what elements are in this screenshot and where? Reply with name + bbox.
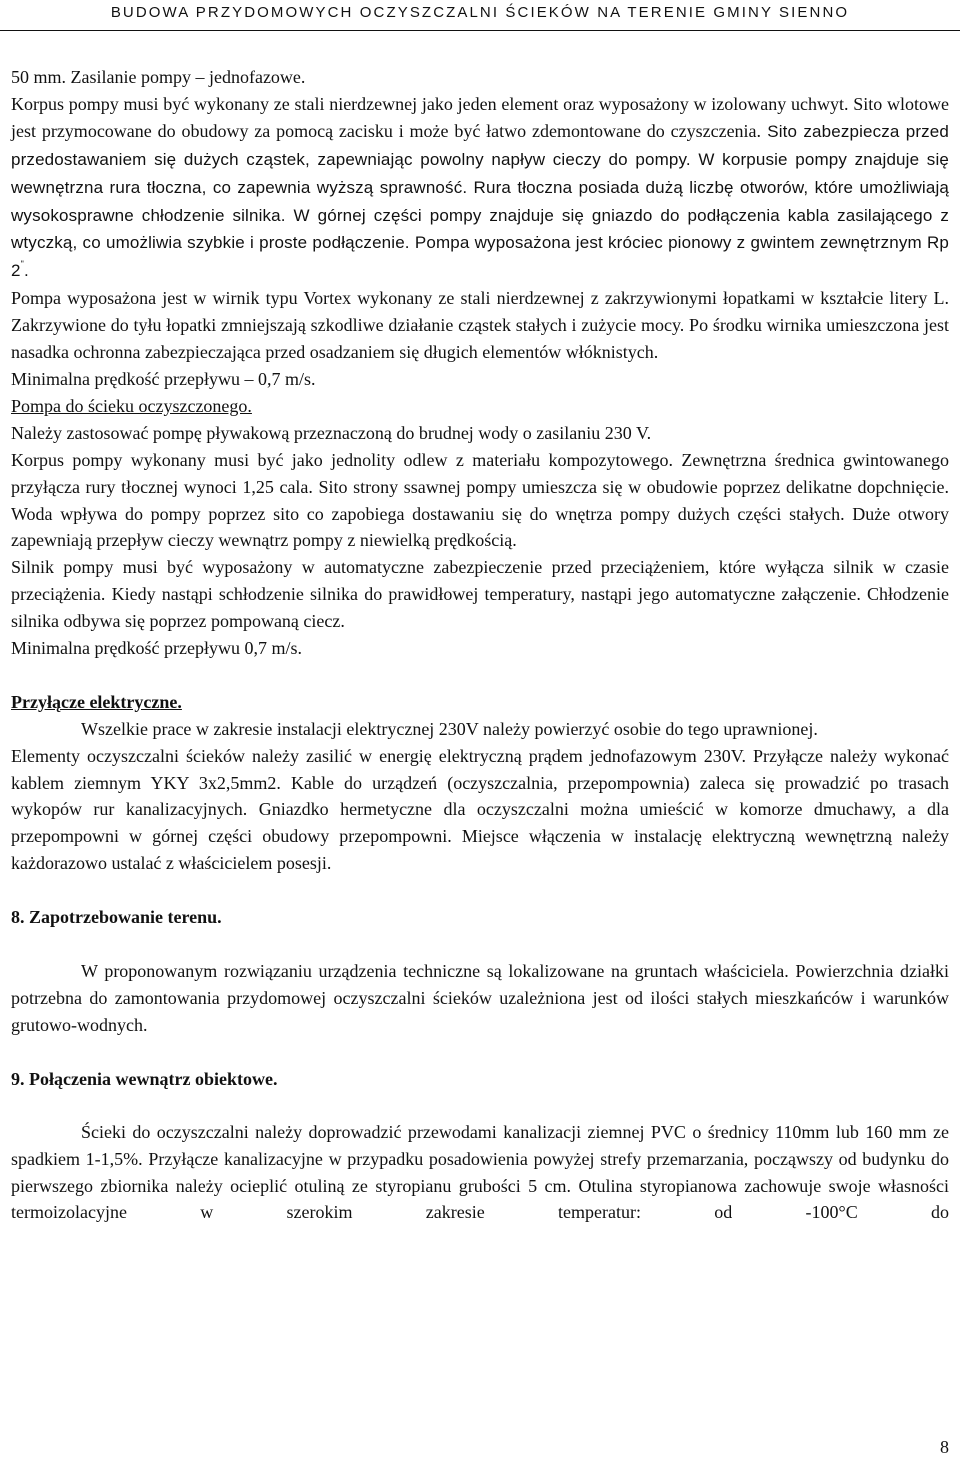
sieve-details-end: . [23, 261, 29, 281]
heading-section-9: 9. Połączenia wewnątrz obiektowe. [11, 1068, 278, 1089]
paragraph-electrical-supply: Elementy oczyszczalni ścieków należy zasilić w energię elektryczną prądem jednofazowym 230V. Przyłącze należy wykonać kablem ziemnym YKY 3x2,5mm2. Kable do urządzeń (oczyszczalnia, przepompownia) zaleca się prowadzić po trasach wykopów rur kanalizacyjnych. Gniazdko hermetyczne dla oczyszczalni można umieścić w komorze dmuchawy, a dla przepompowni w górnej części obudowy przepompowni. Miejsce włączenia w instalację elektryczną wewnętrzną należy każdorazowo ustalać z właścicielem posesji. [11, 745, 949, 874]
page-number: 8 [940, 1437, 949, 1457]
pump-body-text: Korpus pompy musi być wykonany ze stali nierdzewnej jako jeden element oraz wyposażony w izolowany uchwyt. [11, 93, 849, 114]
sieve-text: Sito wlotowe jest przymocowane do obudowy za pomocą zacisku i może być łatwo zdemontowane do czyszczenia. [11, 93, 949, 141]
spacer [11, 1039, 949, 1066]
paragraph-min-flow-2: Minimalna prędkość przepływu 0,7 m/s. [11, 638, 302, 659]
subheading-treated-pump: Pompa do ścieku oczyszczonego. [11, 395, 252, 416]
paragraph-motor-protection: Silnik pompy musi być wyposażony w automatyczne zabezpieczenie przed przeciążeniem, które wyłącza silnik w czasie przeciążenia. Kiedy nastąpi schłodzenie silnika do prawidłowej temperatury, nastąpi jego automatyczne załączenie. Chłodzenie silnika odbywa się poprzez pompowaną ciecz. [11, 557, 949, 632]
paragraph-power-supply: 50 mm. Zasilanie pompy – jednofazowe. [11, 67, 306, 87]
paragraph-pump-housing: Korpus pompy wykonany musi być jako jednolity odlew z materiału kompozytowego. Zewnętrzna średnica gwintowanego przyłącza rury tłocznej wynoci 1,25 cala. Sito strony ssawnej pompy umieszcza się w obudowie poprzez delikatne dopchnięcie. Woda wpływa do pompy poprzez sito co zapobiega dostawaniu się do wnętrza pompy dużych części stałych. Duże otwory zapewniają przepływ cieczy wewnątrz pompy z niewielką prędkością. [11, 449, 949, 551]
heading-section-8: 8. Zapotrzebowanie terenu. [11, 907, 222, 928]
running-header: BUDOWA PRZYDOMOWYCH OCZYSZCZALNI ŚCIEKÓW NA TERENIE GMINY SIENNO [110, 4, 850, 21]
paragraph-float-pump: Należy zastosować pompę pływakową przeznaczoną do brudnej wody o zasilaniu 230 V. [11, 422, 652, 443]
paragraph-impeller: Pompa wyposażona jest w wirnik typu Vortex wykonany ze stali nierdzewnej z zakrzywionymi łopatkami w kształcie litery L. Zakrzywione do tyłu łopatki zmniejszają szkodliwe działanie cząstek stałych i zużycie mocy. Po środku wirnika umieszczona jest nasadka ochronna zabezpieczająca przed osadzaniem się długich elementów włóknistych. [11, 288, 949, 363]
paragraph-min-flow-1: Minimalna prędkość przepływu – 0,7 m/s. [11, 368, 316, 389]
paragraph-pump-body [11, 91, 949, 285]
paragraph-internal-connections: Ścieki do oczyszczalni należy doprowadzić przewodami kanalizacji ziemnej PVC o średnicy 110mm lub 160 mm ze spadkiem 1-1,5%. Przyłącze kanalizacyjne w przypadku posadowienia powyżej strefy przemarzania, począwszy od budynku do pierwszego zbiornika należy ocieplić otuliną ze styropianu grubości 5 cm. Otulina styropianowa zachowuje swoje własności termoizolacyjne w szerokim zakresie temperatur: od -100°C do [11, 1121, 949, 1223]
heading-electrical-connection: Przyłącze elektryczne. [11, 691, 182, 712]
spacer [11, 877, 949, 904]
inch-mark: " [20, 259, 24, 270]
paragraph-land-requirements: W proponowanym rozwiązaniu urządzenia techniczne są lokalizowane na gruntach właściciela. Powierzchnia działki potrzebna do zamontowania przydomowej oczyszczalni ścieków uzależniona jest od ilości stałych mieszkańców i warunków grutowo-wodnych. [11, 961, 949, 1035]
document-body [11, 64, 949, 1226]
spacer [11, 1093, 949, 1119]
spacer [11, 662, 949, 689]
spacer [11, 931, 949, 958]
header-divider [0, 30, 960, 31]
sieve-details-text: Sito zabezpiecza przed przedostawaniem się dużych cząstek, zapewniając powolny napływ cieczy do pompy. W korpusie pompy znajduje się wewnętrzna rura tłoczna, co zapewnia wyższą sprawność. Rura tłoczna posiada dużą liczbę otworów, które umożliwiają wysokosprawne chłodzenie silnika. W górnej części pompy znajduje się gniazdo do podłączenia kabla zasilającego z wtyczką, co umożliwia szybkie i proste podłączenie. Pompa wyposażona jest króciec pionowy z gwintem zewnętrznym Rp 2 [11, 121, 949, 281]
paragraph-electrical-works: Wszelkie prace w zakresie instalacji elektrycznej 230V należy powierzyć osobie do tego uprawnionej. [81, 718, 818, 739]
